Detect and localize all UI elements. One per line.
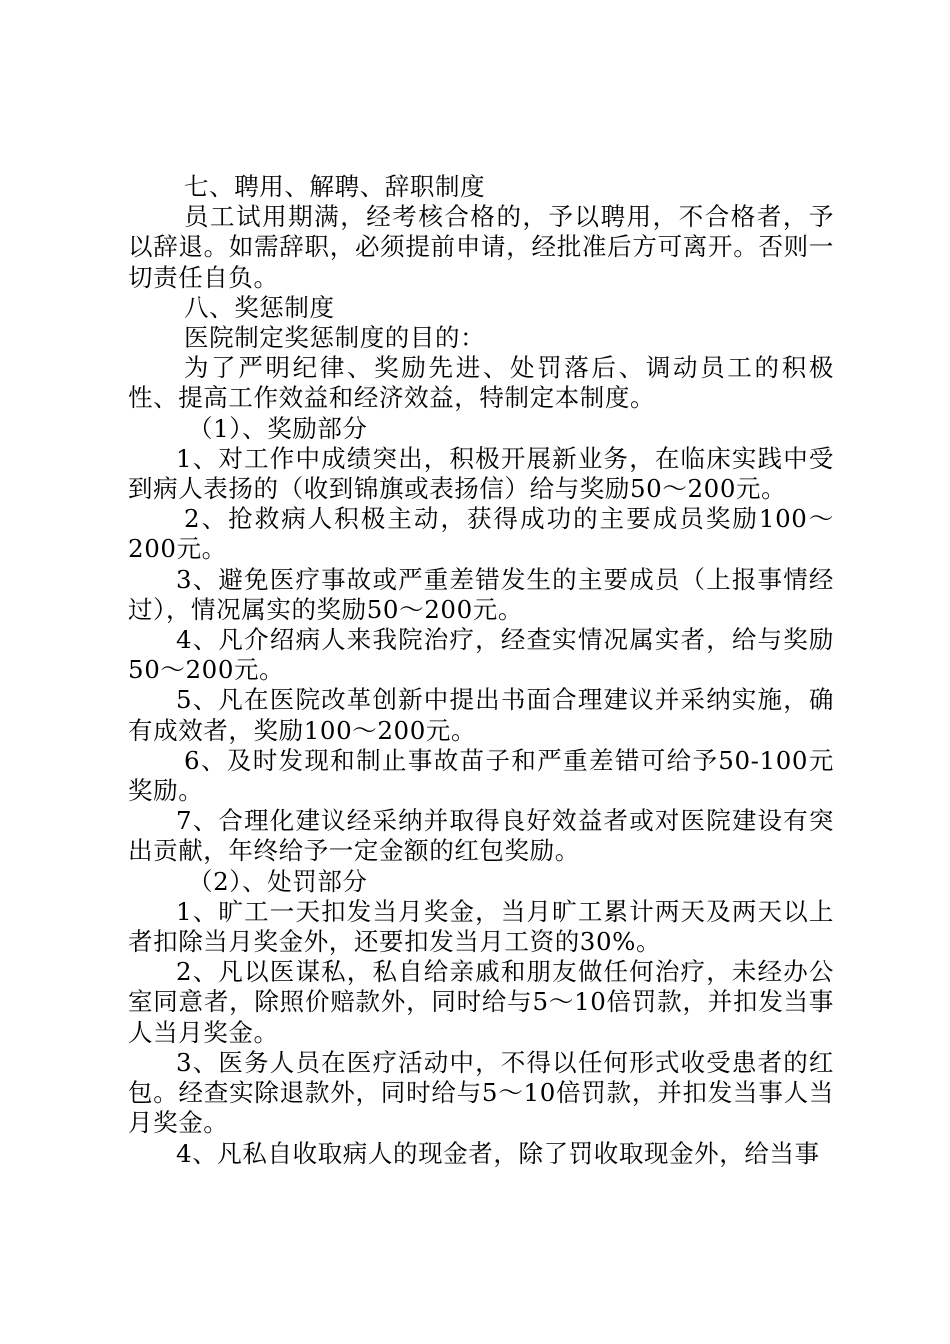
penalty-item-1: 1、旷工一天扣发当月奖金，当月旷工累计两天及两天以上者扣除当月奖金外，还要扣发当月工资的30%。 (128, 896, 834, 957)
paragraph-purpose: 为了严明纪律、奖励先进、处罚落后、调动员工的积极性、提高工作效益和经济效益，特制定本制度。 (128, 353, 834, 413)
paragraph-purpose-label: 医院制定奖惩制度的目的： (184, 323, 486, 353)
subsection-heading-penalty: （2）、处罚部分 (188, 866, 368, 896)
reward-item-4: 4、凡介绍病人来我院治疗，经查实情况属实者，给与奖励50～200元。 (128, 625, 834, 685)
paragraph-probation: 员工试用期满，经考核合格的，予以聘用，不合格者，予以辞退。如需辞职，必须提前申请，经批准后方可离开。否则一切责任自负。 (128, 202, 834, 292)
penalty-item-2: 2、凡以医谋私，私自给亲戚和朋友做任何治疗，未经办公室同意者，除照价赔款外，同时给与5～10倍罚款，并扣发当事人当月奖金。 (128, 957, 834, 1047)
reward-item-2: 2、抢救病人积极主动，获得成功的主要成员奖励100～200元。 (128, 504, 834, 564)
document-body (128, 172, 834, 1169)
reward-item-3: 3、避免医疗事故或严重差错发生的主要成员（上报事情经过），情况属实的奖励50～200元。 (128, 564, 834, 624)
reward-item-6: 6、及时发现和制止事故苗子和严重差错可给予50-100元奖励。 (128, 745, 834, 806)
reward-item-5: 5、凡在医院改革创新中提出书面合理建议并采纳实施，确有成效者，奖励100～200元。 (128, 685, 834, 745)
penalty-item-4: 4、凡私自收取病人的现金者，除了罚收取现金外，给当事 (176, 1138, 820, 1168)
section-heading-7: 七、聘用、解聘、辞职制度 (184, 172, 486, 201)
reward-item-1: 1、对工作中成绩突出，积极开展新业务，在临床实践中受到病人表扬的（收到锦旗或表扬信）给与奖励50～200元。 (128, 443, 834, 504)
subsection-heading-reward: （1）、奖励部分 (188, 413, 368, 443)
section-heading-8: 八、奖惩制度 (184, 292, 335, 322)
reward-item-7: 7、合理化建议经采纳并取得良好效益者或对医院建设有突出贡献，年终给予一定金额的红包奖励。 (128, 806, 834, 866)
penalty-item-3: 3、医务人员在医疗活动中，不得以任何形式收受患者的红包。经查实除退款外，同时给与5～10倍罚款，并扣发当事人当月奖金。 (128, 1047, 834, 1138)
